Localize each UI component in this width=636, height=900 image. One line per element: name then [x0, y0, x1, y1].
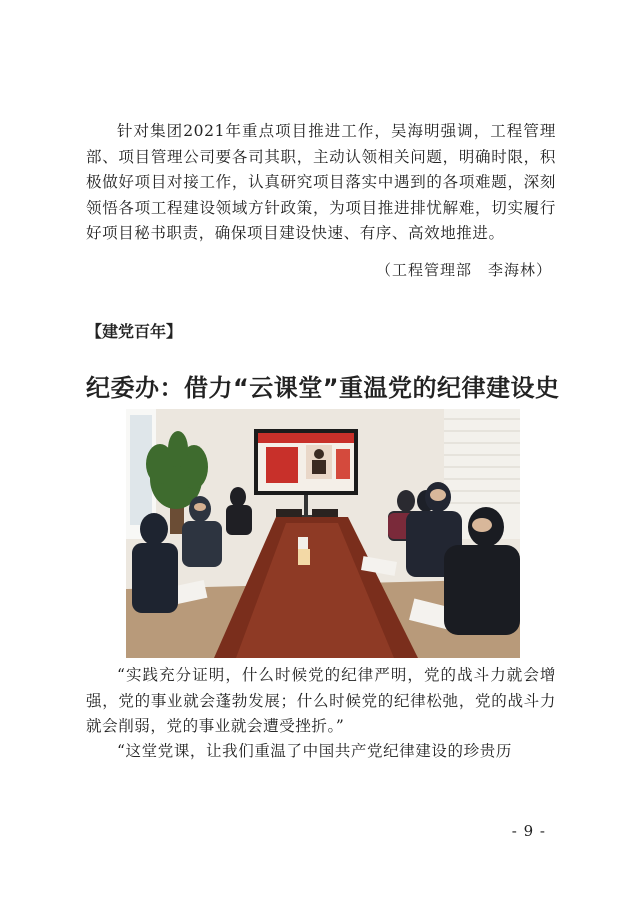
article-paragraph-quote: “实践充分证明，什么时候党的纪律严明，党的战斗力就会增强，党的事业就会蓬勃发展；什么时候党的纪律松弛，党的战斗力就会削弱，党的事业就会遭受挫折。” [86, 666, 556, 735]
page-number: - 9 - [511, 822, 546, 840]
meeting-photo [126, 409, 520, 658]
article-paragraph: 针对集团2021年重点项目推进工作，吴海明强调，工程管理部、项目管理公司要各司其职，主动认领相关问题，明确时限，积极做好项目对接工作，认真研究项目落实中遇到的各项难题，深刻领悟各项工程建设领域方针政策，为项目推进排忧解难，切实履行好项目秘书职责，确保项目建设快速、有序、高效地推进。 [86, 122, 556, 242]
section-tag: 【建党百年】 [86, 322, 183, 341]
article-signature: （工程管理部 李海林） [375, 261, 552, 279]
article-paragraph-continued: “这堂党课，让我们重温了中国共产党纪律建设的珍贵历 [117, 742, 512, 760]
article-headline: 纪委办：借力“云课堂”重温党的纪律建设史 [86, 374, 560, 402]
